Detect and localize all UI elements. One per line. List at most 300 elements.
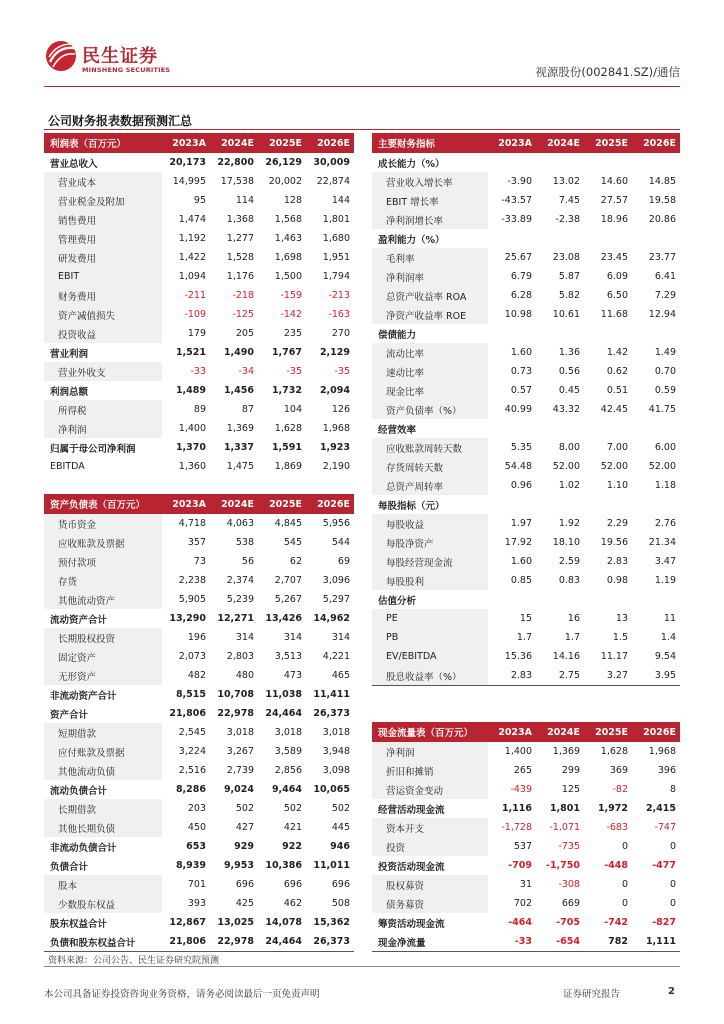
value-cell: 20.86 — [648, 214, 676, 225]
value-cell: 1.97 — [510, 518, 532, 529]
value-cell: 18.10 — [552, 537, 580, 548]
row-label: 少数股东权益 — [44, 894, 162, 913]
value-cell: 502 — [283, 803, 302, 814]
table-row — [44, 210, 354, 229]
value-cell: 1,568 — [274, 214, 302, 225]
value-cell: 23.77 — [648, 252, 676, 263]
value-cell: 1,111 — [632, 932, 680, 952]
value-cell: 1,337 — [223, 442, 254, 453]
value-cell — [536, 495, 584, 514]
table-row — [44, 856, 354, 875]
row-label: EBITDA — [50, 461, 85, 472]
value-cell: -218 — [232, 290, 254, 301]
row-label: 估值分析 — [378, 595, 417, 607]
row-label: 现金比率 — [372, 381, 488, 400]
value-cell: 5,239 — [226, 594, 254, 605]
value-cell: 10.98 — [504, 309, 532, 320]
row-label: 净利润 — [44, 419, 162, 438]
value-cell — [488, 153, 536, 172]
table-title-cell: 主要财务指标 — [372, 133, 488, 153]
value-cell: 669 — [561, 898, 580, 909]
value-cell: -2.38 — [555, 214, 580, 225]
year-header-cell: 2025E — [258, 133, 306, 153]
row-label: 货币资金 — [44, 514, 162, 533]
value-cell: 5,267 — [274, 594, 302, 605]
value-cell: 54.48 — [504, 461, 532, 472]
value-cell: 20,173 — [169, 157, 206, 168]
table-row — [372, 590, 680, 609]
value-cell: 314 — [283, 632, 302, 643]
value-cell: -33 — [190, 366, 206, 377]
value-cell: 701 — [187, 879, 206, 890]
value-cell: 299 — [561, 765, 580, 776]
header-divider — [44, 86, 680, 87]
value-cell: 702 — [513, 898, 532, 909]
value-cell: 1,968 — [648, 746, 676, 757]
value-cell: 5.87 — [558, 271, 580, 282]
value-cell: 0 — [669, 879, 676, 890]
row-label: 折旧和摊销 — [372, 761, 488, 780]
value-cell: 6.79 — [510, 271, 532, 282]
value-cell: 3,018 — [322, 727, 350, 738]
value-cell: 1,628 — [600, 746, 628, 757]
value-cell: 1,490 — [223, 347, 254, 358]
year-header-cell: 2026E — [306, 494, 354, 514]
table-row — [372, 894, 680, 913]
value-cell: 1,732 — [271, 385, 302, 396]
value-cell: 235 — [283, 328, 302, 339]
value-cell: 7.29 — [654, 290, 676, 301]
table-row — [44, 153, 354, 172]
value-cell: 8,939 — [175, 860, 206, 871]
value-cell: 4,221 — [322, 651, 350, 662]
value-cell: 696 — [283, 879, 302, 890]
table-row — [44, 742, 354, 761]
table-row — [44, 590, 354, 609]
table-row — [372, 172, 680, 191]
table-row — [44, 229, 354, 248]
row-label: 净利润 — [372, 742, 488, 761]
value-cell: 69 — [337, 556, 350, 567]
minsheng-logo-icon — [44, 40, 78, 72]
value-cell: 2,073 — [178, 651, 206, 662]
value-cell: 30,009 — [313, 157, 350, 168]
row-label: 应收账款周转天数 — [372, 438, 488, 457]
value-cell — [632, 324, 680, 343]
key-ratios-table — [372, 133, 680, 686]
value-cell — [536, 324, 584, 343]
table-row — [372, 571, 680, 590]
value-cell: 6.00 — [654, 442, 676, 453]
value-cell: 89 — [193, 404, 206, 415]
value-cell: 3.47 — [654, 556, 676, 567]
value-cell: 7.45 — [558, 195, 580, 206]
table-row — [44, 628, 354, 647]
value-cell: 13,426 — [265, 613, 302, 624]
table-row — [372, 343, 680, 362]
page-header — [0, 0, 724, 86]
value-cell: -125 — [232, 309, 254, 320]
value-cell: 5,905 — [178, 594, 206, 605]
value-cell: 3,948 — [322, 746, 350, 757]
value-cell: -448 — [604, 860, 628, 871]
value-cell — [632, 590, 680, 609]
value-cell: 5,297 — [322, 594, 350, 605]
value-cell: 10,386 — [265, 860, 302, 871]
table-row — [44, 533, 354, 552]
value-cell: 544 — [331, 537, 350, 548]
table-row — [44, 172, 354, 191]
table-row — [372, 856, 680, 875]
row-label: 固定资产 — [44, 647, 162, 666]
value-cell: 2.29 — [606, 518, 628, 529]
value-cell: 427 — [235, 822, 254, 833]
value-cell: 41.75 — [648, 404, 676, 415]
row-label: 短期借款 — [44, 723, 162, 742]
value-cell: -654 — [536, 932, 584, 952]
table-row — [44, 248, 354, 267]
table-row — [44, 305, 354, 324]
value-cell: 15,362 — [313, 917, 350, 928]
year-header-cell: 2023A — [162, 494, 210, 514]
row-label: PE — [372, 609, 488, 628]
value-cell: -464 — [508, 917, 532, 928]
table-row — [44, 894, 354, 913]
table-row — [44, 875, 354, 894]
table-row — [44, 818, 354, 837]
value-cell: 19.56 — [600, 537, 628, 548]
value-cell: 2,094 — [319, 385, 350, 396]
value-cell: 1.10 — [606, 480, 628, 491]
table-row — [372, 457, 680, 476]
value-cell: -1,728 — [501, 822, 532, 833]
value-cell: 1.42 — [606, 347, 628, 358]
brand-name-en: MINSHENG SECURITIES — [82, 66, 171, 74]
year-header-cell: 2025E — [584, 133, 632, 153]
table-row — [372, 286, 680, 305]
value-cell: 1,277 — [226, 233, 254, 244]
table-row — [44, 362, 354, 381]
value-cell: 13,025 — [217, 917, 254, 928]
table-row — [44, 932, 354, 952]
table-row — [372, 647, 680, 666]
value-cell — [536, 229, 584, 248]
value-cell: 1,360 — [178, 461, 206, 472]
table-row — [44, 267, 354, 286]
row-label: 股东权益合计 — [50, 918, 108, 930]
value-cell: 393 — [187, 898, 206, 909]
table-row — [372, 362, 680, 381]
table-row — [372, 305, 680, 324]
table-row — [44, 343, 354, 362]
value-cell: 545 — [283, 537, 302, 548]
row-label: 速动比率 — [372, 362, 488, 381]
value-cell — [488, 495, 536, 514]
year-header-cell: 2025E — [584, 722, 632, 742]
row-label: 营业利润 — [50, 348, 89, 360]
row-label: 营业收入增长率 — [372, 172, 488, 191]
value-cell: 16 — [567, 613, 580, 624]
value-cell: 52.00 — [648, 461, 676, 472]
value-cell: 1,369 — [226, 423, 254, 434]
value-cell: 1,489 — [175, 385, 206, 396]
table-row — [44, 704, 354, 723]
value-cell: 14,962 — [313, 613, 350, 624]
row-label: 无形资产 — [44, 666, 162, 685]
value-cell: 653 — [186, 841, 206, 852]
value-cell: 4,063 — [226, 518, 254, 529]
row-label: 营运资金变动 — [372, 780, 488, 799]
table-title-cell: 利润表（百万元） — [44, 133, 162, 153]
value-cell: 1,094 — [178, 271, 206, 282]
table-header-row — [44, 494, 354, 514]
table-row — [44, 647, 354, 666]
value-cell: 369 — [609, 765, 628, 776]
table-row — [44, 552, 354, 571]
value-cell: 1,951 — [322, 252, 350, 263]
table-row — [372, 799, 680, 818]
value-cell: -34 — [238, 366, 254, 377]
value-cell: 22,800 — [217, 157, 254, 168]
value-cell: -1,071 — [549, 822, 580, 833]
table-row — [44, 685, 354, 704]
value-cell: -308 — [558, 879, 580, 890]
footer-report-type: 证券研究报告 — [563, 989, 621, 1000]
value-cell — [632, 495, 680, 514]
value-cell: 1.4 — [660, 632, 676, 643]
value-cell: 1,475 — [226, 461, 254, 472]
value-cell: 95 — [193, 195, 206, 206]
row-label: 其他长期负债 — [44, 818, 162, 837]
value-cell: -709 — [508, 860, 532, 871]
value-cell: 0 — [621, 879, 628, 890]
value-cell: 357 — [187, 537, 206, 548]
value-cell: -742 — [604, 917, 628, 928]
value-cell: 21.34 — [648, 537, 676, 548]
year-header-cell: 2023A — [162, 133, 210, 153]
value-cell — [536, 590, 584, 609]
value-cell: 1.7 — [516, 632, 532, 643]
year-header-cell: 2024E — [210, 494, 258, 514]
value-cell: 0 — [621, 898, 628, 909]
value-cell: 14.60 — [600, 176, 628, 187]
row-label: 其他流动资产 — [44, 590, 162, 609]
year-header-cell: 2026E — [306, 133, 354, 153]
value-cell: 13,290 — [169, 613, 206, 624]
value-cell: 128 — [283, 195, 302, 206]
value-cell: 11,411 — [313, 689, 350, 700]
value-cell — [536, 419, 584, 438]
value-cell: -705 — [556, 917, 580, 928]
value-cell: 196 — [187, 632, 206, 643]
value-cell: -1,750 — [546, 860, 580, 871]
value-cell: 2.76 — [654, 518, 676, 529]
value-cell: 17,538 — [220, 176, 254, 187]
value-cell: 3,513 — [274, 651, 302, 662]
table-row — [44, 400, 354, 419]
value-cell: 1,422 — [178, 252, 206, 263]
value-cell: 13 — [615, 613, 628, 624]
value-cell: 1,400 — [178, 423, 206, 434]
value-cell: 12.94 — [648, 309, 676, 320]
value-cell: 3,018 — [274, 727, 302, 738]
value-cell: 314 — [331, 632, 350, 643]
value-cell: -163 — [328, 309, 350, 320]
table-row — [44, 324, 354, 343]
value-cell: 2,516 — [178, 765, 206, 776]
year-header-cell: 2024E — [536, 133, 584, 153]
table-row — [372, 438, 680, 457]
value-cell: 6.09 — [606, 271, 628, 282]
value-cell: 1.92 — [558, 518, 580, 529]
value-cell: 87 — [241, 404, 254, 415]
table-row — [372, 324, 680, 343]
value-cell: 1,116 — [501, 803, 532, 814]
value-cell: 20,002 — [268, 176, 302, 187]
value-cell: 15 — [519, 613, 532, 624]
table-row — [372, 229, 680, 248]
value-cell: 696 — [331, 879, 350, 890]
row-label: 盈利能力（%） — [378, 234, 445, 246]
value-cell: 1,463 — [274, 233, 302, 244]
table-row — [44, 381, 354, 400]
row-label: 非流动资产合计 — [50, 690, 117, 702]
row-label: 归属于母公司净利润 — [50, 443, 136, 455]
value-cell: 1,368 — [226, 214, 254, 225]
value-cell: 2,190 — [322, 461, 350, 472]
value-cell: 3,096 — [322, 575, 350, 586]
row-label: 销售费用 — [44, 210, 162, 229]
value-cell — [488, 419, 536, 438]
value-cell: 13.02 — [552, 176, 580, 187]
value-cell: 114 — [235, 195, 254, 206]
row-label: 总资产收益率 ROA — [372, 286, 488, 305]
table-row — [44, 913, 354, 932]
value-cell: -142 — [280, 309, 302, 320]
table-row — [372, 191, 680, 210]
value-cell: 1,192 — [178, 233, 206, 244]
value-cell: 538 — [235, 537, 254, 548]
value-cell: 22,978 — [210, 932, 258, 952]
value-cell: 3,589 — [274, 746, 302, 757]
value-cell: 11 — [663, 613, 676, 624]
value-cell: 782 — [584, 932, 632, 952]
row-label: 营业税金及附加 — [44, 191, 162, 210]
value-cell: -477 — [652, 860, 676, 871]
value-cell: -109 — [184, 309, 206, 320]
value-cell: 1,370 — [175, 442, 206, 453]
value-cell: 203 — [187, 803, 206, 814]
value-cell: 2,415 — [645, 803, 676, 814]
value-cell: 396 — [657, 765, 676, 776]
value-cell: 7.00 — [606, 442, 628, 453]
value-cell — [584, 495, 632, 514]
value-cell: 9,464 — [271, 784, 302, 795]
value-cell: 3,018 — [226, 727, 254, 738]
table-row — [44, 571, 354, 590]
value-cell: 1,521 — [175, 347, 206, 358]
value-cell: 10.61 — [552, 309, 580, 320]
value-cell: 502 — [331, 803, 350, 814]
value-cell: 270 — [331, 328, 350, 339]
table-row — [44, 666, 354, 685]
row-label: 流动资产合计 — [50, 614, 108, 626]
row-label: 投资活动现金流 — [378, 861, 445, 873]
value-cell: 1,869 — [274, 461, 302, 472]
footer-divider — [44, 966, 680, 967]
value-cell: 1,698 — [274, 252, 302, 263]
row-label: EBIT — [44, 267, 162, 286]
value-cell: -211 — [184, 290, 206, 301]
value-cell: 205 — [235, 328, 254, 339]
table-row — [372, 476, 680, 495]
table-row — [372, 267, 680, 286]
value-cell: 0.62 — [606, 366, 628, 377]
row-label: 研发费用 — [44, 248, 162, 267]
value-cell: 4,718 — [178, 518, 206, 529]
table-row — [372, 419, 680, 438]
value-cell: 465 — [331, 670, 350, 681]
balance-sheet-table — [44, 494, 354, 952]
value-cell: 482 — [187, 670, 206, 681]
value-cell: -43.57 — [501, 195, 532, 206]
value-cell: 929 — [234, 841, 254, 852]
value-cell: 2,374 — [226, 575, 254, 586]
value-cell: 1,456 — [223, 385, 254, 396]
table-row — [44, 286, 354, 305]
table-row — [372, 761, 680, 780]
value-cell: -827 — [652, 917, 676, 928]
row-label: 营业成本 — [44, 172, 162, 191]
table-row — [44, 799, 354, 818]
value-cell: 1.5 — [612, 632, 628, 643]
row-label: 其他流动负债 — [44, 761, 162, 780]
value-cell: 1,400 — [504, 746, 532, 757]
value-cell: 104 — [283, 404, 302, 415]
row-label: 偿债能力 — [378, 329, 417, 341]
row-label: 净资产收益率 ROE — [372, 305, 488, 324]
value-cell: 3,267 — [226, 746, 254, 757]
value-cell: 0.83 — [558, 575, 580, 586]
stock-label: 视源股份(002841.SZ)/通信 — [535, 65, 680, 79]
value-cell: 450 — [187, 822, 206, 833]
value-cell: -3.90 — [507, 176, 532, 187]
value-cell: 1,968 — [322, 423, 350, 434]
row-label: 投资 — [372, 837, 488, 856]
value-cell: 3,098 — [322, 765, 350, 776]
value-cell: 314 — [235, 632, 254, 643]
value-cell: 2,238 — [178, 575, 206, 586]
value-cell: 1.02 — [558, 480, 580, 491]
table-row — [44, 457, 354, 476]
value-cell: 2.59 — [558, 556, 580, 567]
row-label: 流动比率 — [372, 343, 488, 362]
value-cell: 6.41 — [654, 271, 676, 282]
row-label: 负债和股东权益合计 — [44, 932, 162, 952]
value-cell: 1.7 — [564, 632, 580, 643]
page-number: 2 — [668, 986, 675, 997]
value-cell: 21,806 — [162, 932, 210, 952]
income-statement-table — [44, 133, 354, 476]
table-row — [44, 609, 354, 628]
value-cell: 4,845 — [274, 518, 302, 529]
table-row — [372, 742, 680, 761]
row-label: 利润总额 — [50, 386, 89, 398]
row-label: 每股股利 — [372, 571, 488, 590]
value-cell: 421 — [283, 822, 302, 833]
table-row — [372, 533, 680, 552]
value-cell: 0.96 — [510, 480, 532, 491]
